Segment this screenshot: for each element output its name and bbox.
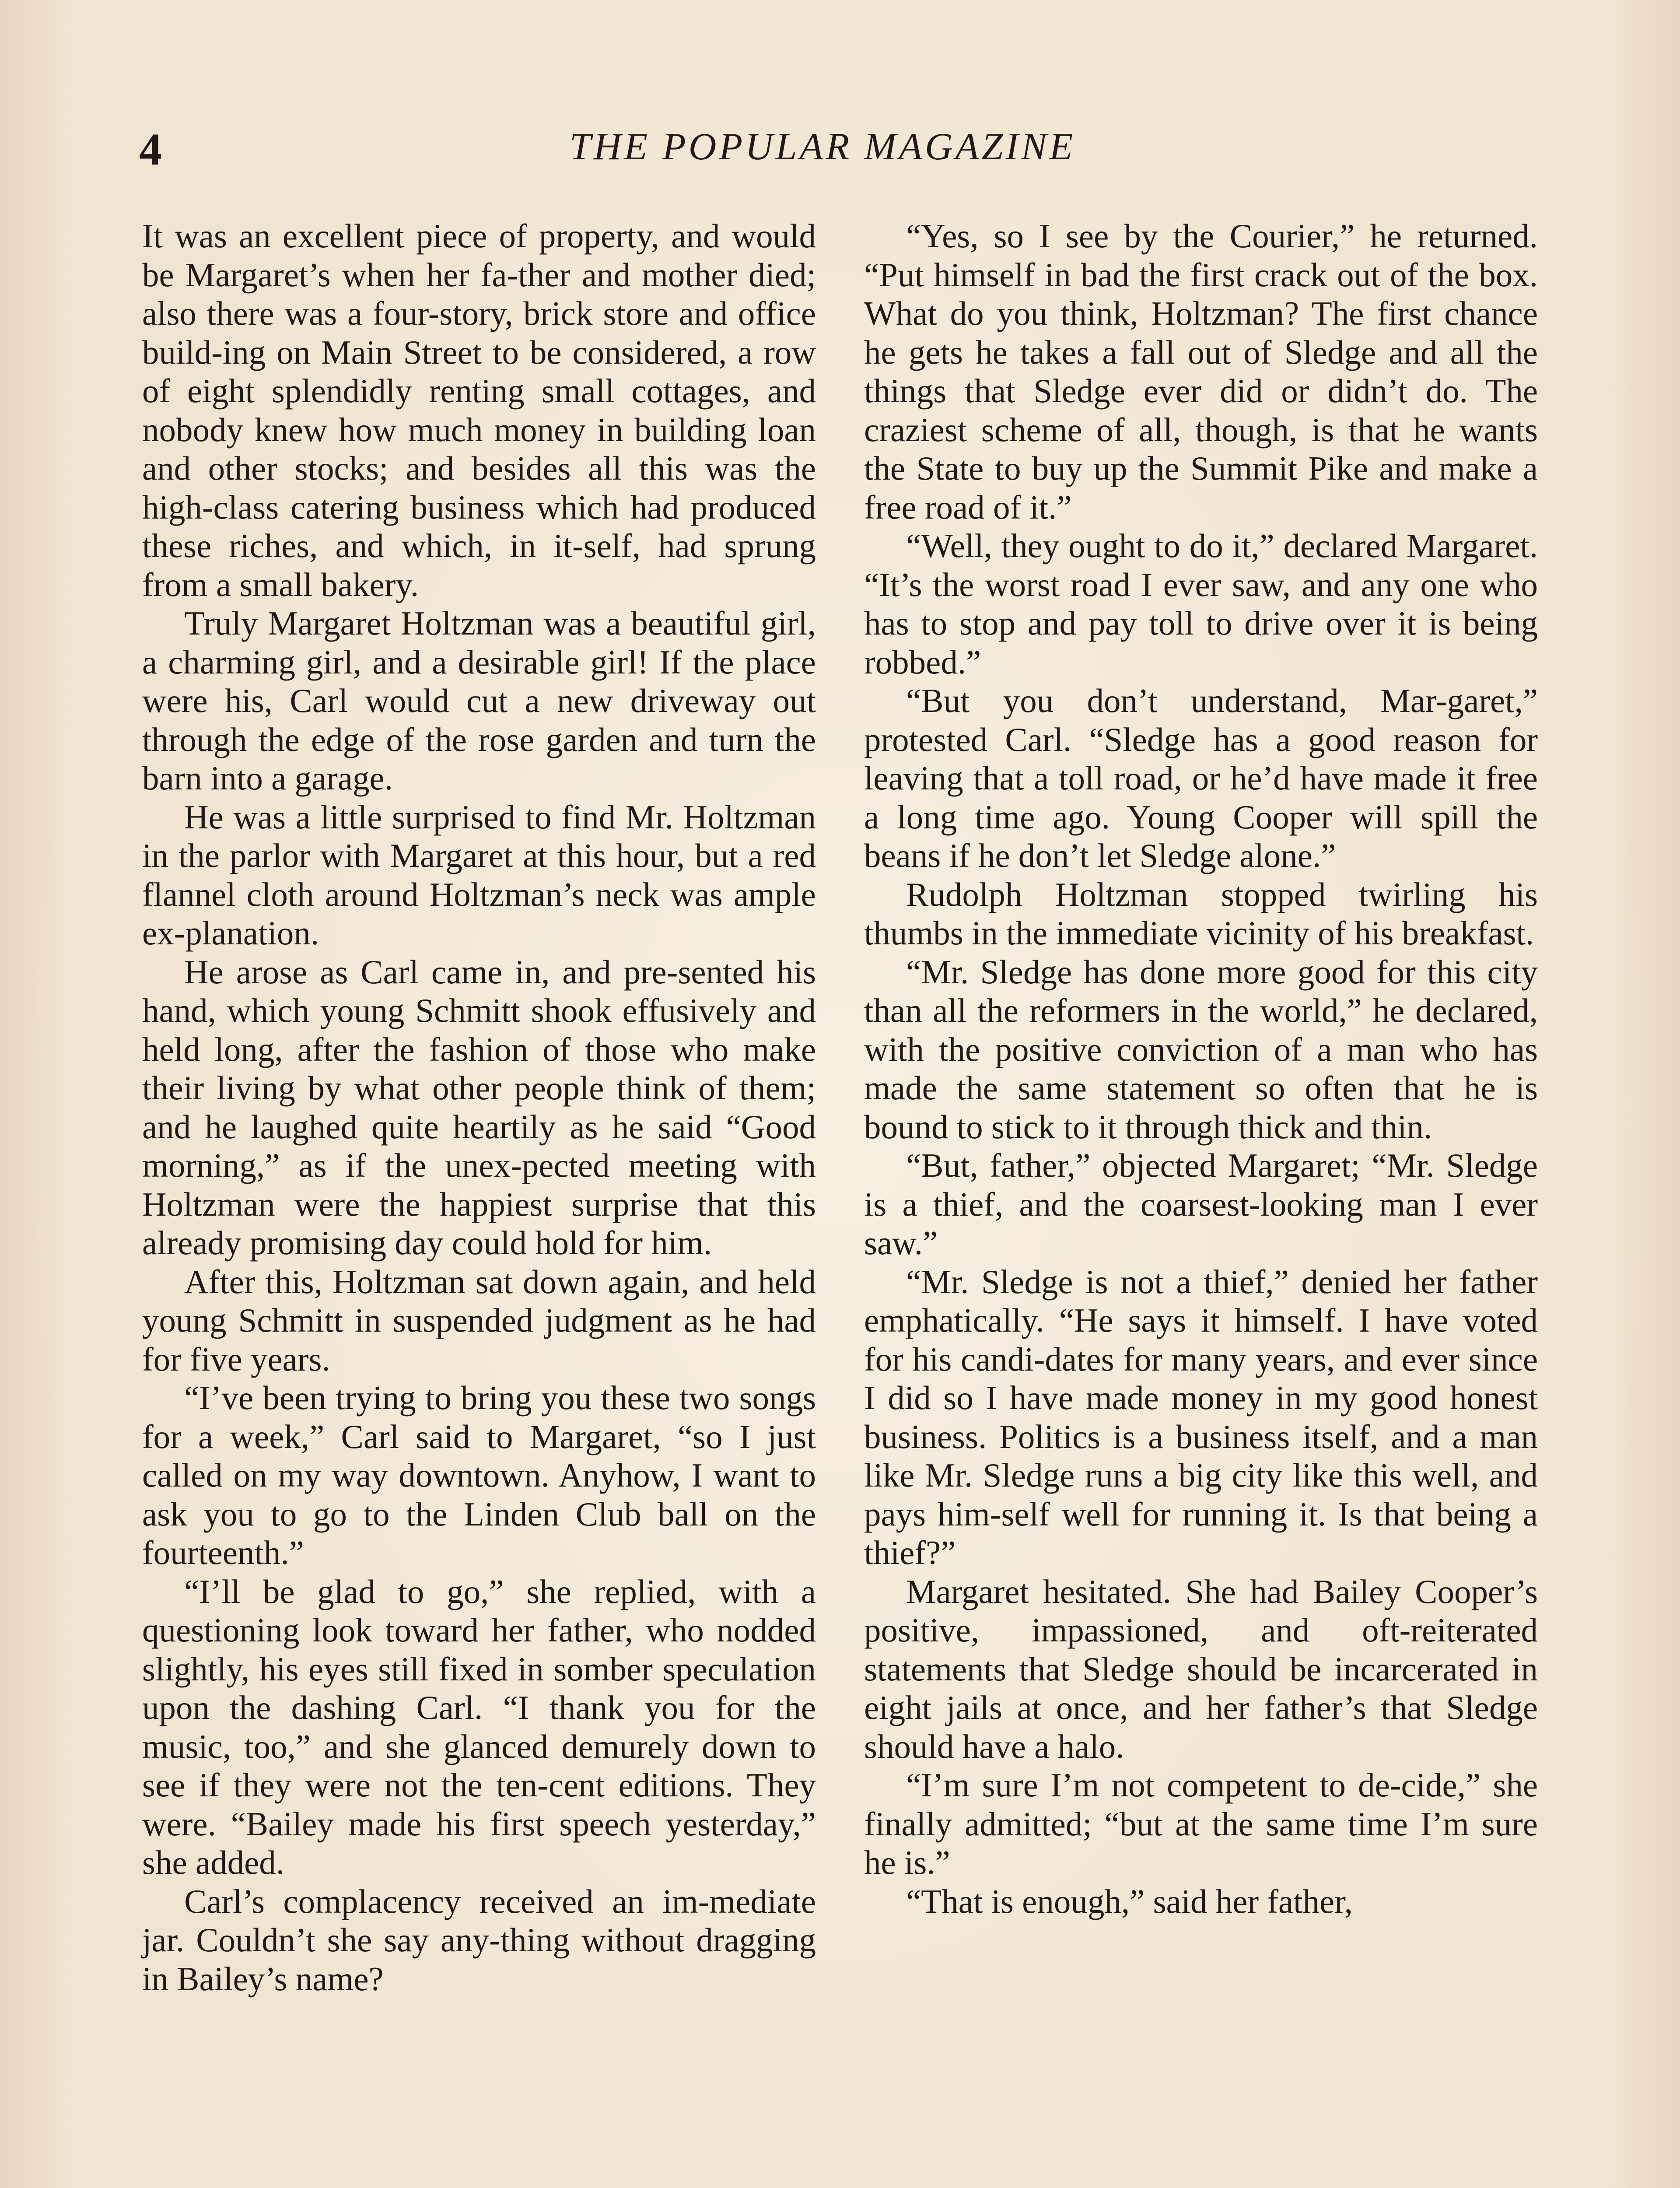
paragraph: Truly Margaret Holtzman was a beautiful girl, a charming girl, and a desirable girl! If the place were his, Carl would cut a new driveway out through the edge of the rose garden and turn the barn into a garage. bbox=[142, 604, 816, 797]
paragraph: He was a little surprised to find Mr. Holtzman in the parlor with Margaret at this hour, but a red flannel cloth around Holtzman’s neck was ample ex-planation. bbox=[142, 798, 816, 952]
paragraph: Carl’s complacency received an im-mediate jar. Couldn’t she say any-thing without dragging in Bailey’s name? bbox=[142, 1882, 816, 1998]
paragraph: He arose as Carl came in, and pre-sented his hand, which young Schmitt shook effusively and held long, after the fashion of those who make their living by what other people think of them; and he laughed quite heartily as he said “Good morning,” as if the unex-pected meeting with Holtzman were the happiest surprise that this already promising day could hold for him. bbox=[142, 953, 816, 1262]
paragraph: It was an excellent piece of property, and would be Margaret’s when her fa-ther and mother died; also there was a four-story, brick store and office build-ing on Main Street to be considered, a row of eight splendidly renting small cottages, and nobody knew how much money in building loan and other stocks; and besides all this was the high-class catering business which had produced these riches, and which, in it-self, had sprung from a small bakery. bbox=[142, 217, 816, 603]
paragraph: “I’m sure I’m not competent to de-cide,” she finally admitted; “but at the same time I’m sure he is.” bbox=[864, 1766, 1538, 1881]
left-column bbox=[142, 217, 816, 1998]
paragraph: “Yes, so I see by the Courier,” he returned. “Put himself in bad the first crack out of the box. What do you think, Holtzman? The first chance he gets he takes a fall out of Sledge and all the things that Sledge ever did or didn’t do. The craziest scheme of all, though, is that he wants the State to buy up the Summit Pike and make a free road of it.” bbox=[864, 217, 1538, 526]
paragraph: “But you don’t understand, Mar-garet,” protested Carl. “Sledge has a good reason for leaving that a toll road, or he’d have made it free a long time ago. Young Cooper will spill the beans if he don’t let Sledge alone.” bbox=[864, 682, 1538, 874]
paragraph: After this, Holtzman sat down again, and held young Schmitt in suspended judgment as he had for five years. bbox=[142, 1262, 816, 1378]
paragraph: Margaret hesitated. She had Bailey Cooper’s positive, impassioned, and oft-reiterated statements that Sledge should be incarcerated in eight jails at once, and her father’s that Sledge should have a halo. bbox=[864, 1572, 1538, 1765]
page-number: 4 bbox=[139, 124, 162, 175]
paragraph: “Well, they ought to do it,” declared Margaret. “It’s the worst road I ever saw, and any one who has to stop and pay toll to drive over it is being robbed.” bbox=[864, 527, 1538, 681]
paragraph: “Mr. Sledge is not a thief,” denied her father emphatically. “He says it himself. I have voted for his candi-dates for many years, and ever since I did so I have made money in my good honest business. Politics is a business itself, and a man like Mr. Sledge runs a big city like this well, and pays him-self well for running it. Is that being a thief?” bbox=[864, 1262, 1538, 1571]
running-title: THE POPULAR MAGAZINE bbox=[569, 126, 1076, 168]
paragraph: “Mr. Sledge has done more good for this city than all the reformers in the world,” he declared, with the positive conviction of a man who has made the same statement so often that he is bound to stick to it through thick and thin. bbox=[864, 953, 1538, 1146]
paragraph: “I’ll be glad to go,” she replied, with a questioning look toward her father, who nodded slightly, his eyes still fixed in somber speculation upon the dashing Carl. “I thank you for the music, too,” and she glanced demurely down to see if they were not the ten-cent editions. They were. “Bailey made his first speech yesterday,” she added. bbox=[142, 1572, 816, 1881]
right-column bbox=[864, 217, 1538, 1921]
paragraph: “But, father,” objected Margaret; “Mr. Sledge is a thief, and the coarsest-looking man I ever saw.” bbox=[864, 1147, 1538, 1262]
paragraph: Rudolph Holtzman stopped twirling his thumbs in the immediate vicinity of his breakfast. bbox=[864, 875, 1538, 952]
paragraph: “That is enough,” said her father, bbox=[906, 1882, 1353, 1920]
paragraph: “I’ve been trying to bring you these two songs for a week,” Carl said to Margaret, “so I just called on my way downtown. Anyhow, I want to ask you to go to the Linden Club ball on the fourteenth.” bbox=[142, 1379, 816, 1571]
